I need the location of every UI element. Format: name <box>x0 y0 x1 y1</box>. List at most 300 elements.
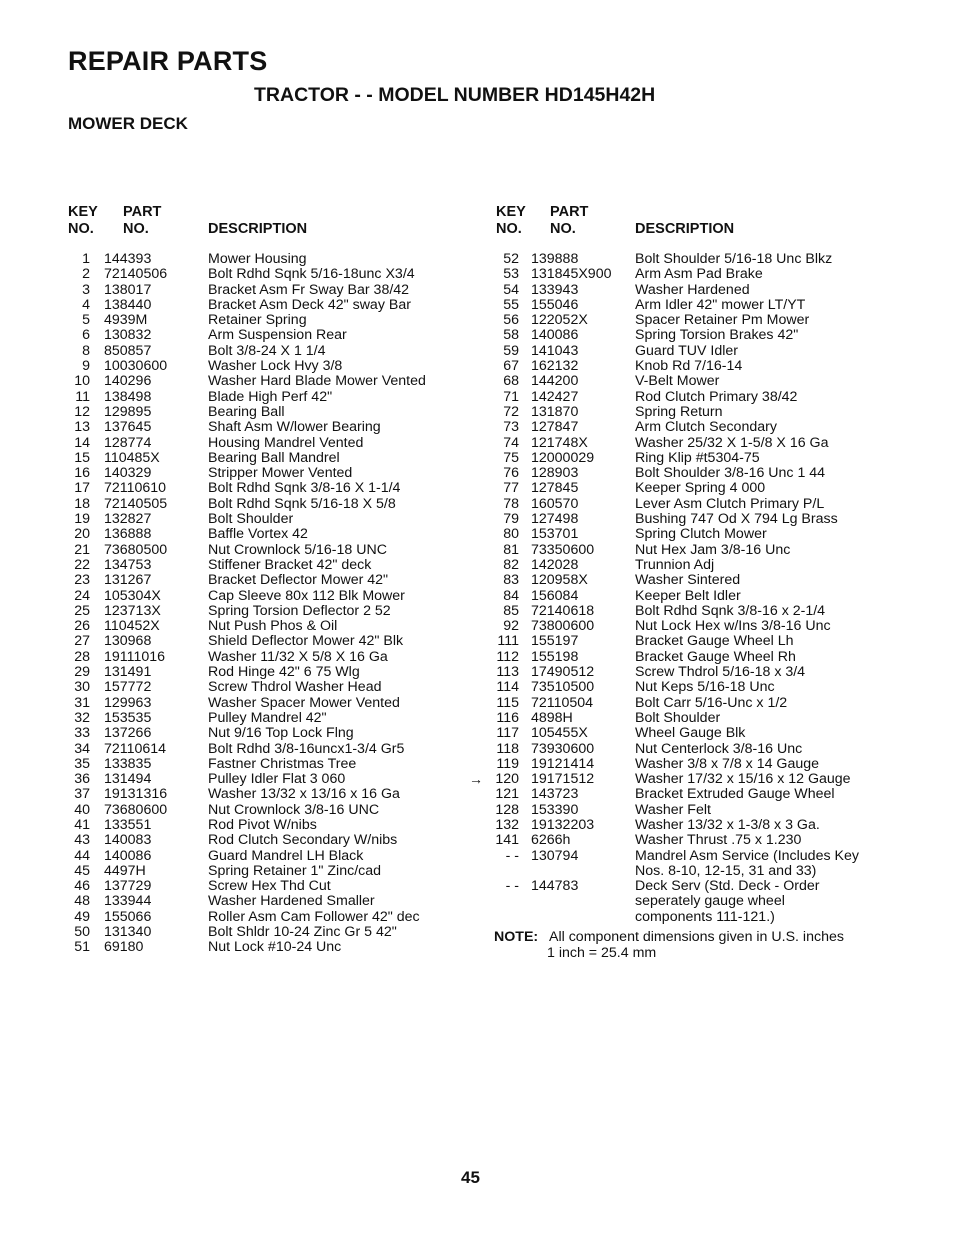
key-number: 78 <box>503 495 519 512</box>
part-number: 19131316 <box>104 786 168 803</box>
part-number: 133944 <box>104 893 152 910</box>
column-header <box>66 204 486 252</box>
part-description: Nut Keps 5/16-18 Unc <box>635 679 775 696</box>
arrow-marker-icon: → <box>469 771 483 788</box>
section-heading: MOWER DECK <box>68 114 188 133</box>
table-row <box>66 665 486 680</box>
key-number: 112 <box>496 648 519 665</box>
table-row <box>66 849 486 864</box>
table-row <box>494 803 934 818</box>
table-row <box>494 910 934 925</box>
part-description: Screw Hex Thd Cut <box>208 878 331 895</box>
key-number: 51 <box>74 939 90 956</box>
key-number: 84 <box>503 587 519 604</box>
table-row <box>494 818 934 833</box>
table-row <box>66 374 486 389</box>
table-row <box>494 359 934 374</box>
part-description: Nut Crownlock 5/16-18 UNC <box>208 541 387 558</box>
key-number: 48 <box>74 893 90 910</box>
table-row <box>66 328 486 343</box>
part-description: Washer Hardened <box>635 281 750 298</box>
key-number: 1 <box>82 251 90 267</box>
key-number: 56 <box>503 312 519 329</box>
part-number: 131845X900 <box>531 266 612 283</box>
table-row <box>66 803 486 818</box>
table-row <box>494 512 934 527</box>
key-number: 26 <box>74 618 90 635</box>
column-header <box>494 204 934 252</box>
part-description: Arm Clutch Secondary <box>635 419 777 436</box>
part-number: 127845 <box>531 480 579 497</box>
key-number: 32 <box>74 709 90 726</box>
part-description: Bracket Asm Deck 42" sway Bar <box>208 296 411 313</box>
part-number: 144393 <box>104 251 152 267</box>
key-number: 2 <box>82 266 90 283</box>
table-row <box>494 298 934 313</box>
key-number: 19 <box>74 511 90 528</box>
part-number: 155066 <box>104 908 152 925</box>
key-number: 85 <box>503 602 519 619</box>
table-row <box>66 864 486 879</box>
key-number: 34 <box>74 740 90 757</box>
part-header: PART <box>123 204 162 220</box>
key-number: 11 <box>75 388 90 405</box>
part-description: V-Belt Mower <box>635 373 720 390</box>
table-row <box>66 359 486 374</box>
part-description: Bolt Rdhd 3/8-16uncx1-3/4 Gr5 <box>208 740 405 757</box>
part-description: Screw Thdrol Washer Head <box>208 679 382 696</box>
key-number: - - <box>505 878 519 895</box>
table-row <box>66 558 486 573</box>
key-number: 30 <box>74 679 90 696</box>
part-number: 137729 <box>104 878 152 895</box>
part-description: Washer 13/32 x 1-3/8 x 3 Ga. <box>635 816 820 833</box>
key-number: 141 <box>495 832 519 849</box>
key-number: 92 <box>503 618 519 635</box>
part-number: 73680500 <box>104 541 168 558</box>
part-number: 19132203 <box>531 816 595 833</box>
part-number: 141043 <box>531 342 579 359</box>
key-number: 76 <box>503 465 519 482</box>
key-number: 21 <box>74 541 90 558</box>
table-row <box>494 634 934 649</box>
key-number: 119 <box>496 755 519 772</box>
part-number: 72140618 <box>531 602 595 619</box>
part-number: 120958X <box>531 572 588 589</box>
part-description: Spacer Retainer Pm Mower <box>635 312 810 329</box>
table-row <box>66 313 486 328</box>
part-description: Knob Rd 7/16-14 <box>635 358 743 375</box>
part-number: 73800600 <box>531 618 595 635</box>
table-row <box>66 833 486 848</box>
table-row <box>66 543 486 558</box>
part-header-no: NO. <box>550 221 576 237</box>
part-description: Ring Klip #t5304-75 <box>635 449 760 466</box>
table-row <box>66 879 486 894</box>
table-row <box>66 634 486 649</box>
key-number: 132 <box>495 816 519 833</box>
part-number: 137266 <box>104 725 152 742</box>
table-row <box>494 650 934 665</box>
part-description: Arm Asm Pad Brake <box>635 266 763 283</box>
note-text: All component dimensions given in U.S. inches <box>549 929 844 946</box>
part-number: 72110614 <box>104 740 167 757</box>
description-header: DESCRIPTION <box>208 221 308 237</box>
table-row <box>494 833 934 848</box>
part-description: Nut Push Phos & Oil <box>208 618 338 635</box>
part-number: 140086 <box>531 327 579 344</box>
part-number: 144200 <box>531 373 579 390</box>
key-number: 3 <box>82 281 90 298</box>
table-row <box>494 313 934 328</box>
key-number: 121 <box>495 786 519 803</box>
part-number: 138440 <box>104 296 152 313</box>
table-row <box>494 497 934 512</box>
description-header: DESCRIPTION <box>635 221 735 237</box>
key-number: 117 <box>496 725 519 742</box>
key-number: 55 <box>503 296 519 313</box>
table-row <box>494 283 934 298</box>
part-number: 127498 <box>531 511 579 528</box>
page-number: 45 <box>461 1168 480 1187</box>
table-row <box>494 787 934 802</box>
table-row <box>494 573 934 588</box>
parts-list-left <box>66 252 486 956</box>
part-description: Rod Clutch Secondary W/nibs <box>208 832 398 849</box>
part-number: 130968 <box>104 633 152 650</box>
part-description: Bolt Rdhd Sqnk 5/16-18unc X3/4 <box>208 266 415 283</box>
table-row <box>494 894 934 909</box>
part-number: 10030600 <box>104 358 168 375</box>
table-row <box>66 267 486 282</box>
key-number: 31 <box>74 694 90 711</box>
part-description: Lever Asm Clutch Primary P/L <box>635 495 825 512</box>
part-number: 110452X <box>104 618 160 635</box>
key-number: 9 <box>82 358 90 375</box>
parts-column-left <box>66 204 486 956</box>
key-number: 81 <box>503 541 519 558</box>
key-number: 24 <box>74 587 90 604</box>
part-description: Keeper Spring 4 000 <box>635 480 766 497</box>
part-number: 4497H <box>104 862 146 879</box>
key-number: 25 <box>74 602 90 619</box>
part-description: seperately gauge wheel <box>635 893 785 910</box>
key-number: 33 <box>74 725 90 742</box>
page-title: REPAIR PARTS <box>68 46 268 76</box>
key-number: 6 <box>82 327 90 344</box>
part-number: 142427 <box>531 388 579 405</box>
part-number: 155046 <box>531 296 579 313</box>
table-row <box>494 543 934 558</box>
key-number: 10 <box>74 373 90 390</box>
key-number: 111 <box>497 633 519 650</box>
part-description: Cap Sleeve 80x 112 Blk Mower <box>208 587 405 604</box>
part-description: Rod Pivot W/nibs <box>208 816 317 833</box>
table-row <box>66 344 486 359</box>
table-row <box>494 879 934 894</box>
part-number: 128903 <box>531 465 579 482</box>
key-number: 22 <box>74 556 90 573</box>
part-description: Spring Clutch Mower <box>635 526 767 543</box>
part-description: Stripper Mower Vented <box>208 465 353 482</box>
table-row <box>494 374 934 389</box>
part-description: Bracket Gauge Wheel Lh <box>635 633 794 650</box>
part-number: 129963 <box>104 694 152 711</box>
part-number: 131870 <box>531 403 579 420</box>
part-number: 138017 <box>104 281 152 298</box>
part-number: 105304X <box>104 587 161 604</box>
part-description: Washer 3/8 x 7/8 x 14 Gauge <box>635 755 820 772</box>
key-number: 23 <box>74 572 90 589</box>
part-description: Bushing 747 Od X 794 Lg Brass <box>635 511 838 528</box>
key-number: 12 <box>74 403 90 420</box>
key-number: 68 <box>503 373 519 390</box>
part-number: 72140505 <box>104 495 168 512</box>
part-description: Deck Serv (Std. Deck - Order <box>635 878 820 895</box>
part-number: 133551 <box>104 816 152 833</box>
part-number: 19121414 <box>531 755 595 772</box>
part-description: Pulley Mandrel 42" <box>208 709 327 726</box>
part-description: Bracket Deflector Mower 42" <box>208 572 389 589</box>
table-row <box>66 451 486 466</box>
part-description: Spring Torsion Brakes 42" <box>635 327 799 344</box>
table-row <box>66 283 486 298</box>
key-number: 15 <box>74 449 90 466</box>
table-row <box>66 298 486 313</box>
part-number: 130794 <box>531 847 579 864</box>
key-header-no: NO. <box>496 221 522 237</box>
part-number: 131494 <box>104 771 152 788</box>
part-description: Bearing Ball <box>208 403 285 420</box>
key-number: - - <box>505 847 519 864</box>
key-number: 79 <box>503 511 519 528</box>
part-description: Nut Lock Hex w/Ins 3/8-16 Unc <box>635 618 831 635</box>
part-number: 19111016 <box>104 648 166 665</box>
table-row <box>494 604 934 619</box>
key-number: 14 <box>74 434 90 451</box>
part-number: 137645 <box>104 419 152 436</box>
key-number: 36 <box>74 771 90 788</box>
part-description: Bolt Shoulder <box>635 709 721 726</box>
part-description: components 111-121.) <box>635 908 775 925</box>
table-row <box>66 466 486 481</box>
part-description: Guard TUV Idler <box>635 342 739 359</box>
key-number: 44 <box>74 847 90 864</box>
part-number: 139888 <box>531 251 579 267</box>
table-row <box>66 405 486 420</box>
part-description: Nut Crownlock 3/8-16 UNC <box>208 801 380 818</box>
part-number: 4939M <box>104 312 148 329</box>
part-number: 133943 <box>531 281 579 298</box>
part-number: 73510500 <box>531 679 595 696</box>
part-number: 110485X <box>104 449 160 466</box>
key-number: 118 <box>496 740 519 757</box>
table-row <box>66 589 486 604</box>
part-description: Nut Centerlock 3/8-16 Unc <box>635 740 803 757</box>
key-number: 16 <box>74 465 90 482</box>
part-description: Keeper Belt Idler <box>635 587 741 604</box>
key-number: 59 <box>503 342 519 359</box>
table-row <box>494 680 934 695</box>
key-number: 128 <box>495 801 519 818</box>
table-row <box>66 497 486 512</box>
key-number: 54 <box>503 281 519 298</box>
part-number: 73680600 <box>104 801 168 818</box>
part-description: Washer Lock Hvy 3/8 <box>208 358 343 375</box>
part-description: Fastner Christmas Tree <box>208 755 357 772</box>
part-description: Stiffener Bracket 42" deck <box>208 556 372 573</box>
key-number: 35 <box>74 755 90 772</box>
part-description: Nut Lock #10-24 Unc <box>208 939 342 956</box>
part-description: Pulley Idler Flat 3 060 <box>208 771 346 788</box>
part-number: 72110610 <box>104 480 167 497</box>
key-number: 43 <box>74 832 90 849</box>
key-number: 27 <box>74 633 90 650</box>
part-description: Bolt Rdhd Sqnk 5/16-18 X 5/8 <box>208 495 396 512</box>
table-row <box>494 742 934 757</box>
table-row <box>494 252 934 267</box>
part-number: 17490512 <box>531 664 595 681</box>
key-number: 58 <box>503 327 519 344</box>
part-description: Spring Return <box>635 403 723 420</box>
part-description: Bracket Gauge Wheel Rh <box>635 648 796 665</box>
part-number: 6266h <box>531 832 571 849</box>
table-row <box>494 436 934 451</box>
key-number: 20 <box>74 526 90 543</box>
part-description: Nut 9/16 Top Lock Flng <box>208 725 354 742</box>
table-row <box>494 405 934 420</box>
part-description: Spring Retainer 1" Zinc/cad <box>208 862 382 879</box>
part-number: 129895 <box>104 403 152 420</box>
table-row <box>66 696 486 711</box>
key-number: 49 <box>74 908 90 925</box>
table-row <box>66 726 486 741</box>
table-row <box>494 864 934 879</box>
table-row <box>66 680 486 695</box>
key-number: 28 <box>74 648 90 665</box>
part-description: Bolt Shoulder 5/16-18 Unc Blkz <box>635 251 833 267</box>
part-description: Screw Thdrol 5/16-18 x 3/4 <box>635 664 806 681</box>
model-subtitle: TRACTOR - - MODEL NUMBER HD145H42H <box>254 84 656 106</box>
table-row <box>66 742 486 757</box>
table-row <box>66 940 486 955</box>
part-number: 72140506 <box>104 266 168 283</box>
part-number: 850857 <box>104 342 152 359</box>
part-number: 155198 <box>531 648 579 665</box>
key-number: 5 <box>82 312 90 329</box>
part-description: Mandrel Asm Service (Includes Key <box>635 847 859 864</box>
table-row <box>494 344 934 359</box>
part-description: Washer 17/32 x 15/16 x 12 Gauge <box>635 771 851 788</box>
key-number: 74 <box>503 434 519 451</box>
table-row <box>494 267 934 282</box>
part-description: Washer Felt <box>635 801 711 818</box>
table-row <box>66 787 486 802</box>
part-number: 140083 <box>104 832 152 849</box>
part-number: 143723 <box>531 786 579 803</box>
table-row <box>66 527 486 542</box>
part-number: 127847 <box>531 419 579 436</box>
table-row <box>494 420 934 435</box>
key-number: 17 <box>74 480 90 497</box>
part-description: Arm Idler 42" mower LT/YT <box>635 296 806 313</box>
table-row <box>66 925 486 940</box>
part-description: Baffle Vortex 42 <box>208 526 308 543</box>
part-description: Rod Hinge 42" 6 75 Wlg <box>208 664 360 681</box>
part-description: Washer Thrust .75 x 1.230 <box>635 832 802 849</box>
key-number: 115 <box>496 694 519 711</box>
part-description: Bearing Ball Mandrel <box>208 449 340 466</box>
key-number: 75 <box>503 449 519 466</box>
part-number: 123713X <box>104 602 161 619</box>
parts-list-right <box>469 251 934 925</box>
table-row <box>66 604 486 619</box>
key-number: 45 <box>74 862 90 879</box>
part-description: Bolt Shoulder <box>208 511 294 528</box>
part-description: Retainer Spring <box>208 312 307 329</box>
part-description: Mower Housing <box>208 251 307 267</box>
table-row <box>66 573 486 588</box>
table-row <box>66 619 486 634</box>
key-number: 83 <box>503 572 519 589</box>
key-number: 29 <box>74 664 90 681</box>
table-row <box>66 757 486 772</box>
part-description: Bracket Extruded Gauge Wheel <box>635 786 835 803</box>
key-number: 53 <box>503 266 519 283</box>
part-number: 162132 <box>531 358 579 375</box>
part-number: 160570 <box>531 495 579 512</box>
part-number: 4898H <box>531 709 573 726</box>
key-number: 8 <box>82 342 90 359</box>
part-number: 144783 <box>531 878 579 895</box>
part-number: 140296 <box>104 373 152 390</box>
part-description: Nos. 8-10, 12-15, 31 and 33) <box>635 862 817 879</box>
part-description: Bolt Rdhd Sqnk 3/8-16 X 1-1/4 <box>208 480 401 497</box>
part-number: 153701 <box>531 526 579 543</box>
key-number: 114 <box>496 679 519 696</box>
part-number: 131491 <box>104 664 152 681</box>
key-number: 37 <box>74 786 90 803</box>
key-header: KEY <box>68 204 98 220</box>
table-row <box>494 711 934 726</box>
part-description: Nut Hex Jam 3/8-16 Unc <box>635 541 791 558</box>
table-row <box>494 849 934 864</box>
part-description: Washer Hardened Smaller <box>208 893 375 910</box>
key-header-no: NO. <box>68 221 94 237</box>
table-row <box>66 436 486 451</box>
table-row <box>494 589 934 604</box>
part-description: Rod Clutch Primary 38/42 <box>635 388 798 405</box>
part-description: Washer 11/32 X 5/8 X 16 Ga <box>208 648 388 665</box>
key-number: 41 <box>74 816 90 833</box>
part-number: 130832 <box>104 327 152 344</box>
table-row <box>494 619 934 634</box>
part-description: Bolt 3/8-24 X 1 1/4 <box>208 342 326 359</box>
part-description: Trunnion Adj <box>635 556 715 573</box>
table-row <box>494 328 934 343</box>
part-description: Bolt Shldr 10-24 Zinc Gr 5 42" <box>208 924 397 941</box>
key-number: 4 <box>82 296 90 313</box>
part-number: 12000029 <box>531 449 595 466</box>
table-row <box>494 451 934 466</box>
part-description: Washer 13/32 x 13/16 x 16 Ga <box>208 786 400 803</box>
part-number: 73930600 <box>531 740 595 757</box>
part-number: 155197 <box>531 633 579 650</box>
table-row <box>494 466 934 481</box>
part-description: Shield Deflector Mower 42" Blk <box>208 633 404 650</box>
part-number: 157772 <box>104 679 152 696</box>
part-number: 131267 <box>104 572 152 589</box>
